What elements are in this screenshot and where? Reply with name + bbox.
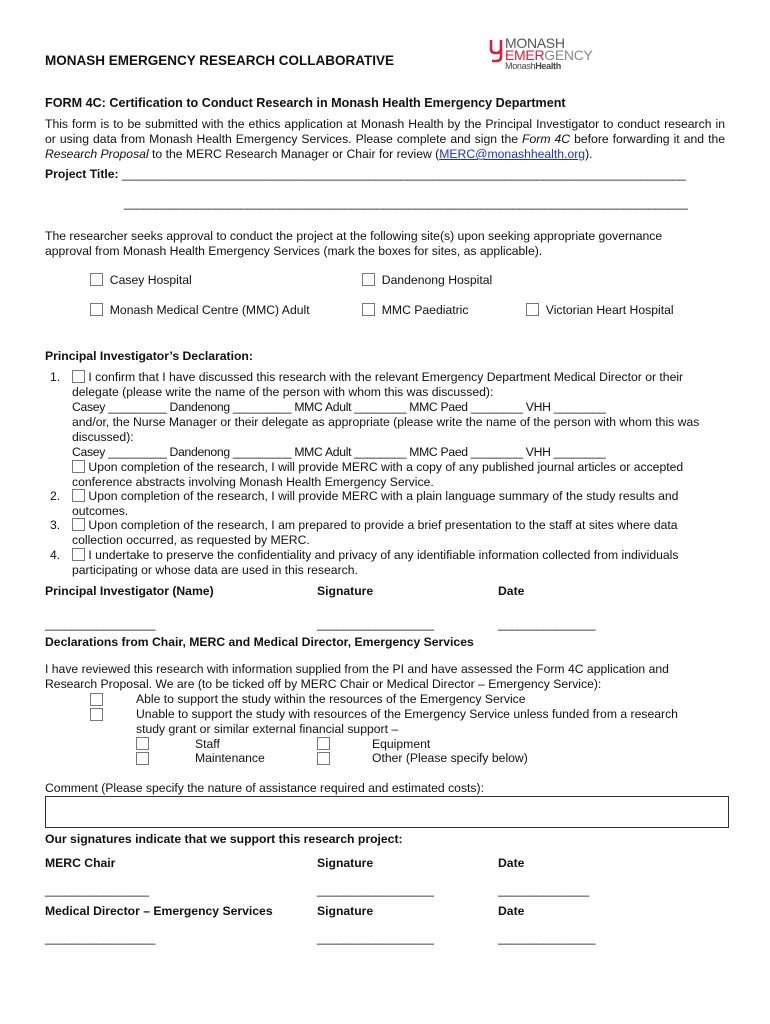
pi-date-label: Date (498, 584, 525, 598)
site-vhh-label: Victorian Heart Hospital (545, 303, 674, 317)
merc-chair-date-line[interactable]: ______________ (498, 883, 589, 897)
declaration-1-checkbox[interactable] (72, 370, 85, 383)
site-dandenong-checkbox[interactable] (362, 273, 375, 286)
declaration-item-1: I confirm that I have discussed this research with the relevant Emergency Department Medical Director or their delegate (please write the name of the person with whom this was discussed): Casey _________ Dandenong _________ MMC Adult ________ MMC Paed ________ VHH ________ and/or, the Nurse Manager or their delegate as appropriate (please write the name of the person with whom this was discussed): Casey _________ Dandenong _________ MMC Adult ________ MMC Paed ________ VHH ________ Upon completion of the research, I will provide MERC with a copy of any published journal articles or accepted conference abstracts involving Monash Health Emergency Service. (72, 370, 727, 490)
comment-textbox[interactable] (45, 796, 729, 828)
declaration-item-2: Upon completion of the research, I will provide MERC with a plain language summary of the study results and outcomes. (72, 489, 679, 518)
project-title-label: Project Title: (45, 167, 119, 181)
pi-declaration-heading: Principal Investigator’s Declaration: (45, 349, 253, 363)
medical-director-date-line[interactable]: _______________ (498, 931, 596, 945)
declaration-item-4: I undertake to preserve the confidentiality and privacy of any identifiable information collected from individuals participating or whose data are used in this research. (72, 548, 679, 577)
merc-chair-label: MERC Chair (45, 856, 116, 870)
equipment-label: Equipment (372, 737, 431, 751)
nurse-delegate-names[interactable]: Casey _________ Dandenong _________ MMC Adult ________ MMC Paed ________ VHH ________ (72, 445, 606, 459)
pi-name-label: Principal Investigator (Name) (45, 584, 214, 598)
staff-label: Staff (195, 737, 220, 751)
site-casey-checkbox[interactable] (90, 273, 103, 286)
merc-chair-signature-label: Signature (317, 856, 374, 870)
item-number-3: 3. (50, 518, 61, 532)
merc-email-link[interactable]: MERC@monashhealth.org (439, 147, 586, 161)
declaration-4-checkbox[interactable] (72, 548, 85, 561)
site-mmc-adult-checkbox[interactable] (90, 303, 103, 316)
able-support-label: Able to support the study within the resources of the Emergency Service (136, 692, 526, 706)
declaration-3-checkbox[interactable] (72, 518, 85, 531)
unable-support-checkbox[interactable] (90, 708, 103, 721)
sites-intro: The researcher seeks approval to conduct the project at the following site(s) upon seeking appropriate governance approval from Monash Health Emergency Services (mark the boxes for sites, as applicable). (45, 229, 663, 258)
site-vhh[interactable] (526, 303, 674, 317)
merc-chair-date-label: Date (498, 856, 525, 870)
merc-chair-name-line[interactable]: ________________ (45, 883, 149, 897)
logo-emergency-text: EMERGENCY (505, 47, 593, 63)
org-title: MONASH EMERGENCY RESEARCH COLLABORATIVE (45, 53, 395, 68)
maintenance-label: Maintenance (195, 751, 265, 765)
project-title-row (45, 167, 686, 181)
project-title-input-line-2[interactable]: _______________________________________________________________________________________ (124, 196, 688, 210)
monash-logo-mark-icon (488, 37, 504, 63)
equipment-checkbox[interactable] (317, 737, 330, 750)
site-casey-label: Casey Hospital (109, 273, 192, 287)
declaration-item-3: Upon completion of the research, I am prepared to provide a brief presentation to the staff at sites where data collection occurred, as requested by MERC. (72, 518, 678, 547)
other-label: Other (Please specify below) (372, 751, 528, 765)
pi-signature-label: Signature (317, 584, 374, 598)
site-dandenong-label: Dandenong Hospital (381, 273, 493, 287)
chair-declaration-heading: Declarations from Chair, MERC and Medical Director, Emergency Services (45, 635, 474, 649)
declaration-1b-checkbox[interactable] (72, 460, 85, 473)
pi-name-line[interactable]: _________________ (45, 617, 156, 631)
item-number-2: 2. (50, 489, 61, 503)
monash-emergency-logo (488, 36, 603, 72)
pi-signature-line[interactable]: __________________ (317, 617, 434, 631)
site-mmc-adult-label: Monash Medical Centre (MMC) Adult (109, 303, 310, 317)
site-dandenong[interactable] (362, 273, 492, 287)
item-number-4: 4. (50, 548, 61, 562)
logo-monash-health-text: MonashHealth (505, 61, 561, 71)
project-title-input-line-1[interactable]: _______________________________________________________________________________________ (122, 167, 686, 181)
logo-monash-text: MONASH (505, 35, 565, 51)
other-checkbox[interactable] (317, 752, 330, 765)
site-vhh-checkbox[interactable] (526, 303, 539, 316)
pi-date-line[interactable]: _______________ (498, 617, 596, 631)
form-title: FORM 4C: Certification to Conduct Research in Monash Health Emergency Department (45, 96, 566, 110)
site-mmc-paed-checkbox[interactable] (362, 303, 375, 316)
medical-director-signature-line[interactable]: __________________ (317, 931, 434, 945)
md-delegate-names[interactable]: Casey _________ Dandenong _________ MMC Adult ________ MMC Paed ________ VHH ________ (72, 400, 606, 414)
item-number-1: 1. (50, 370, 61, 384)
declaration-2-checkbox[interactable] (72, 489, 85, 502)
maintenance-checkbox[interactable] (136, 752, 149, 765)
staff-checkbox[interactable] (136, 737, 149, 750)
medical-director-date-label: Date (498, 904, 525, 918)
site-mmc-adult[interactable] (90, 303, 310, 317)
able-support-checkbox[interactable] (90, 693, 103, 706)
medical-director-label: Medical Director – Emergency Services (45, 904, 273, 918)
medical-director-name-line[interactable]: _________________ (45, 931, 156, 945)
merc-chair-signature-line[interactable]: __________________ (317, 883, 434, 897)
site-mmc-paed[interactable] (362, 303, 468, 317)
form-intro: This form is to be submitted with the ethics application at Monash Health by the Principal Investigator to conduct research in or using data from Monash Health Emergency Services. Please complete and sign the Form 4C before forwarding it and the Research Proposal to the MERC Research Manager or Chair for review (MERC@monashhealth.org). (45, 117, 726, 161)
medical-director-signature-label: Signature (317, 904, 374, 918)
unable-support-label: Unable to support the study with resources of the Emergency Service unless funded from a research study grant or similar external financial support – (136, 707, 678, 736)
site-casey[interactable] (90, 273, 192, 287)
chair-declaration-text: I have reviewed this research with information supplied from the PI and have assessed the Form 4C application and Research Proposal. We are (to be ticked off by MERC Chair or Medical Director – Emergency Service): (45, 662, 669, 691)
support-signatures-heading: Our signatures indicate that we support this research project: (45, 832, 403, 846)
site-mmc-paed-label: MMC Paediatric (381, 303, 469, 317)
comment-label: Comment (Please specify the nature of assistance required and estimated costs): (45, 781, 484, 795)
